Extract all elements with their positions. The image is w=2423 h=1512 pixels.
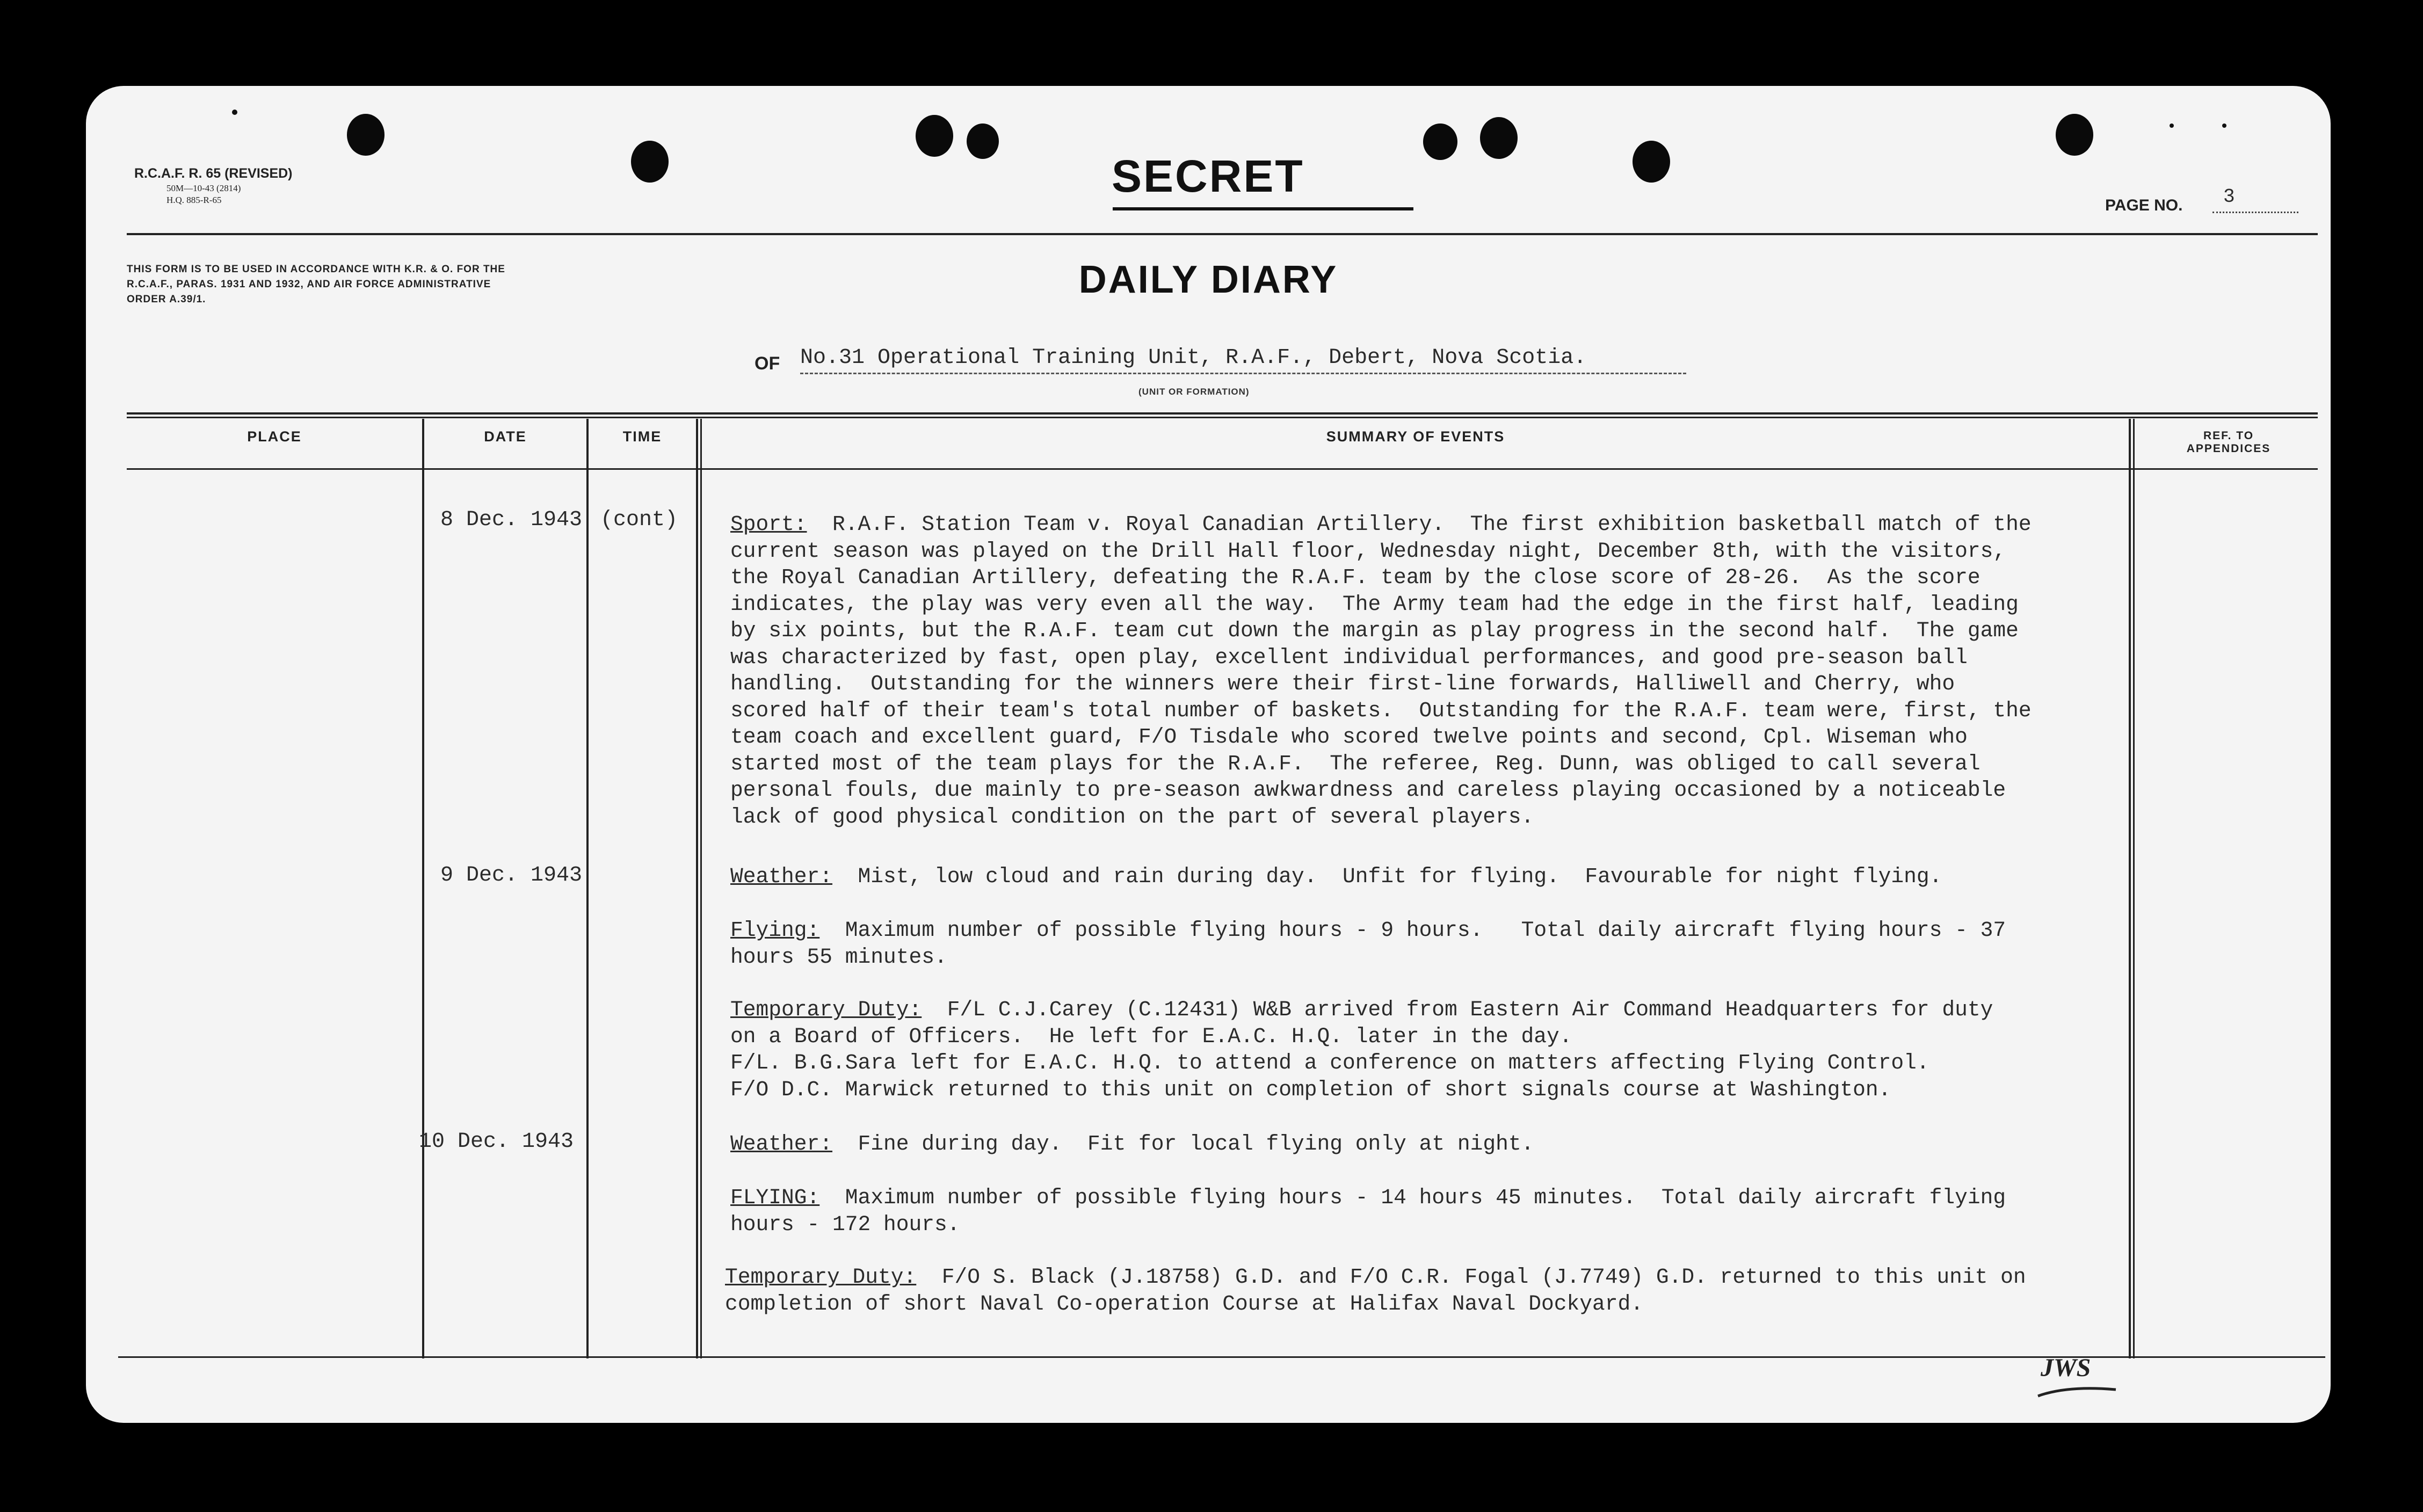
entry-line: handling. Outstanding for the winners were their first-line forwards, Halliwell and Cherry, who	[730, 672, 1955, 696]
punch-hole	[1423, 123, 1457, 160]
form-code	[134, 164, 293, 206]
table-top-rule	[127, 412, 2318, 415]
punch-hole	[1480, 117, 1518, 159]
entry-line: by six points, but the R.A.F. team cut down the margin as play progress in the second half. The game	[730, 619, 2019, 643]
entry-line: personal fouls, due mainly to pre-season awkwardness and careless playing occasioned by a noticeable	[730, 778, 2006, 802]
entry-line: F/L. B.G.Sara left for E.A.C. H.Q. to attend a conference on matters affecting Flying Control.	[730, 1051, 1929, 1075]
entry-flying	[730, 1184, 2180, 1238]
entry-temporary-duty	[730, 997, 2180, 1103]
entry-line: hours - 172 hours.	[730, 1212, 960, 1237]
handwritten-initials: JWS	[2041, 1354, 2091, 1382]
punch-hole	[967, 123, 999, 159]
entry-date: 8 Dec. 1943	[440, 508, 583, 532]
of-label: OF	[755, 353, 780, 374]
entry-line: the Royal Canadian Artillery, defeating the R.A.F. team by the close score of 28-26. As the score	[730, 565, 1981, 590]
table-top-rule-double	[127, 417, 2318, 418]
punch-hole	[631, 141, 669, 183]
speck	[2170, 123, 2174, 128]
entry-line: F/L C.J.Carey (C.12431) W&B arrived from Eastern Air Command Headquarters for duty	[947, 998, 1993, 1022]
entry-label: Flying:	[730, 918, 820, 942]
entry-line: lack of good physical condition on the part of several players.	[730, 804, 1534, 829]
speck	[232, 110, 237, 115]
page-number-label: PAGE NO.	[2105, 197, 2183, 214]
column-header-place: PLACE	[247, 428, 302, 445]
entry-date: 9 Dec. 1943	[440, 863, 583, 888]
entry-label: Temporary Duty:	[725, 1265, 917, 1289]
entry-flying	[730, 917, 2180, 970]
entry-line: hours 55 minutes.	[730, 944, 947, 969]
entry-line: R.A.F. Station Team v. Royal Canadian Artillery. The first exhibition basketball match of the	[832, 512, 2032, 536]
entry-line: Mist, low cloud and rain during day. Unfit for flying. Favourable for night flying.	[858, 864, 1942, 889]
punch-hole	[2056, 114, 2093, 156]
entry-label: Temporary Duty:	[730, 998, 922, 1022]
entry-temporary-duty	[725, 1264, 2175, 1317]
entry-line: was characterized by fast, open play, excellent individual performances, and good pre-season ball	[730, 645, 1968, 670]
entry-line: started most of the team plays for the R.A.F. The referee, Reg. Dunn, was obliged to call several	[730, 751, 1981, 776]
column-divider	[586, 419, 589, 1358]
entry-weather	[730, 863, 2180, 890]
entry-line: F/O D.C. Marwick returned to this unit on completion of short signals course at Washington.	[730, 1077, 1891, 1102]
diary-page	[86, 86, 2331, 1423]
entry-line: Maximum number of possible flying hours - 9 hours. Total daily aircraft flying hours - 37	[845, 918, 2006, 942]
entry-sport	[730, 511, 2180, 830]
form-code-line1: R.C.A.F. R. 65 (REVISED)	[134, 166, 293, 181]
form-code-line3: H.Q. 885-R-65	[166, 195, 222, 205]
classification-heading: SECRET	[1112, 151, 1304, 201]
entry-line: scored half of their team's total number of baskets. Outstanding for the R.A.F. team were, first, the	[730, 698, 2032, 723]
initials-flourish	[2035, 1380, 2121, 1401]
form-notice: THIS FORM IS TO BE USED IN ACCORDANCE WITH K.R. & O. FOR THE R.C.A.F., PARAS. 1931 AND 1932, AND AIR FORCE ADMINISTRATIVE ORDER A.39/1.	[127, 264, 505, 305]
entry-line: Fine during day. Fit for local flying only at night.	[858, 1132, 1534, 1156]
entry-line: team coach and excellent guard, F/O Tisdale who scored twelve points and second, Cpl. Wiseman who	[730, 725, 1968, 749]
entry-date: 10 Dec. 1943	[419, 1130, 574, 1154]
entry-label: FLYING:	[730, 1186, 820, 1210]
page-title: DAILY DIARY	[1078, 258, 1338, 301]
punch-hole	[916, 115, 953, 157]
page-number-value: 3	[2212, 186, 2298, 213]
entry-line: current season was played on the Drill Hall floor, Wednesday night, December 8th, with the visitors,	[730, 539, 2006, 563]
column-header-rule	[127, 468, 2318, 470]
entry-time: (cont)	[600, 508, 678, 532]
entry-line: on a Board of Officers. He left for E.A.C. H.Q. later in the day.	[730, 1024, 1572, 1049]
punch-hole	[347, 114, 385, 156]
entry-label: Sport:	[730, 512, 807, 536]
entry-line: indicates, the play was very even all the way. The Army team had the edge in the first half, leading	[730, 592, 2019, 616]
entry-line: completion of short Naval Co-operation Course at Halifax Naval Dockyard.	[725, 1291, 1644, 1316]
unit-caption: (UNIT OR FORMATION)	[1138, 387, 1250, 397]
column-divider	[696, 419, 698, 1358]
entry-line: Maximum number of possible flying hours - 14 hours 45 minutes. Total daily aircraft flying	[845, 1186, 2006, 1210]
entry-weather	[730, 1131, 2180, 1158]
unit-name: No.31 Operational Training Unit, R.A.F., Debert, Nova Scotia.	[800, 346, 1686, 374]
entry-label: Weather:	[730, 864, 833, 889]
entry-label: Weather:	[730, 1132, 833, 1156]
column-header-summary: SUMMARY OF EVENTS	[1326, 428, 1505, 445]
speck	[2222, 123, 2226, 128]
column-divider	[422, 419, 424, 1358]
punch-hole	[1633, 141, 1670, 183]
entry-line: F/O S. Black (J.18758) G.D. and F/O C.R. Fogal (J.7749) G.D. returned to this unit on	[941, 1265, 2026, 1289]
classification-underline	[1113, 207, 1413, 210]
form-code-line2: 50M—10-43 (2814)	[166, 183, 241, 193]
header-rule	[127, 233, 2318, 235]
column-header-date: DATE	[484, 428, 527, 445]
table-bottom-rule	[118, 1356, 2325, 1358]
column-divider	[700, 419, 702, 1358]
column-header-ref: REF. TO APPENDICES	[2186, 430, 2271, 455]
column-header-time: TIME	[622, 428, 662, 445]
